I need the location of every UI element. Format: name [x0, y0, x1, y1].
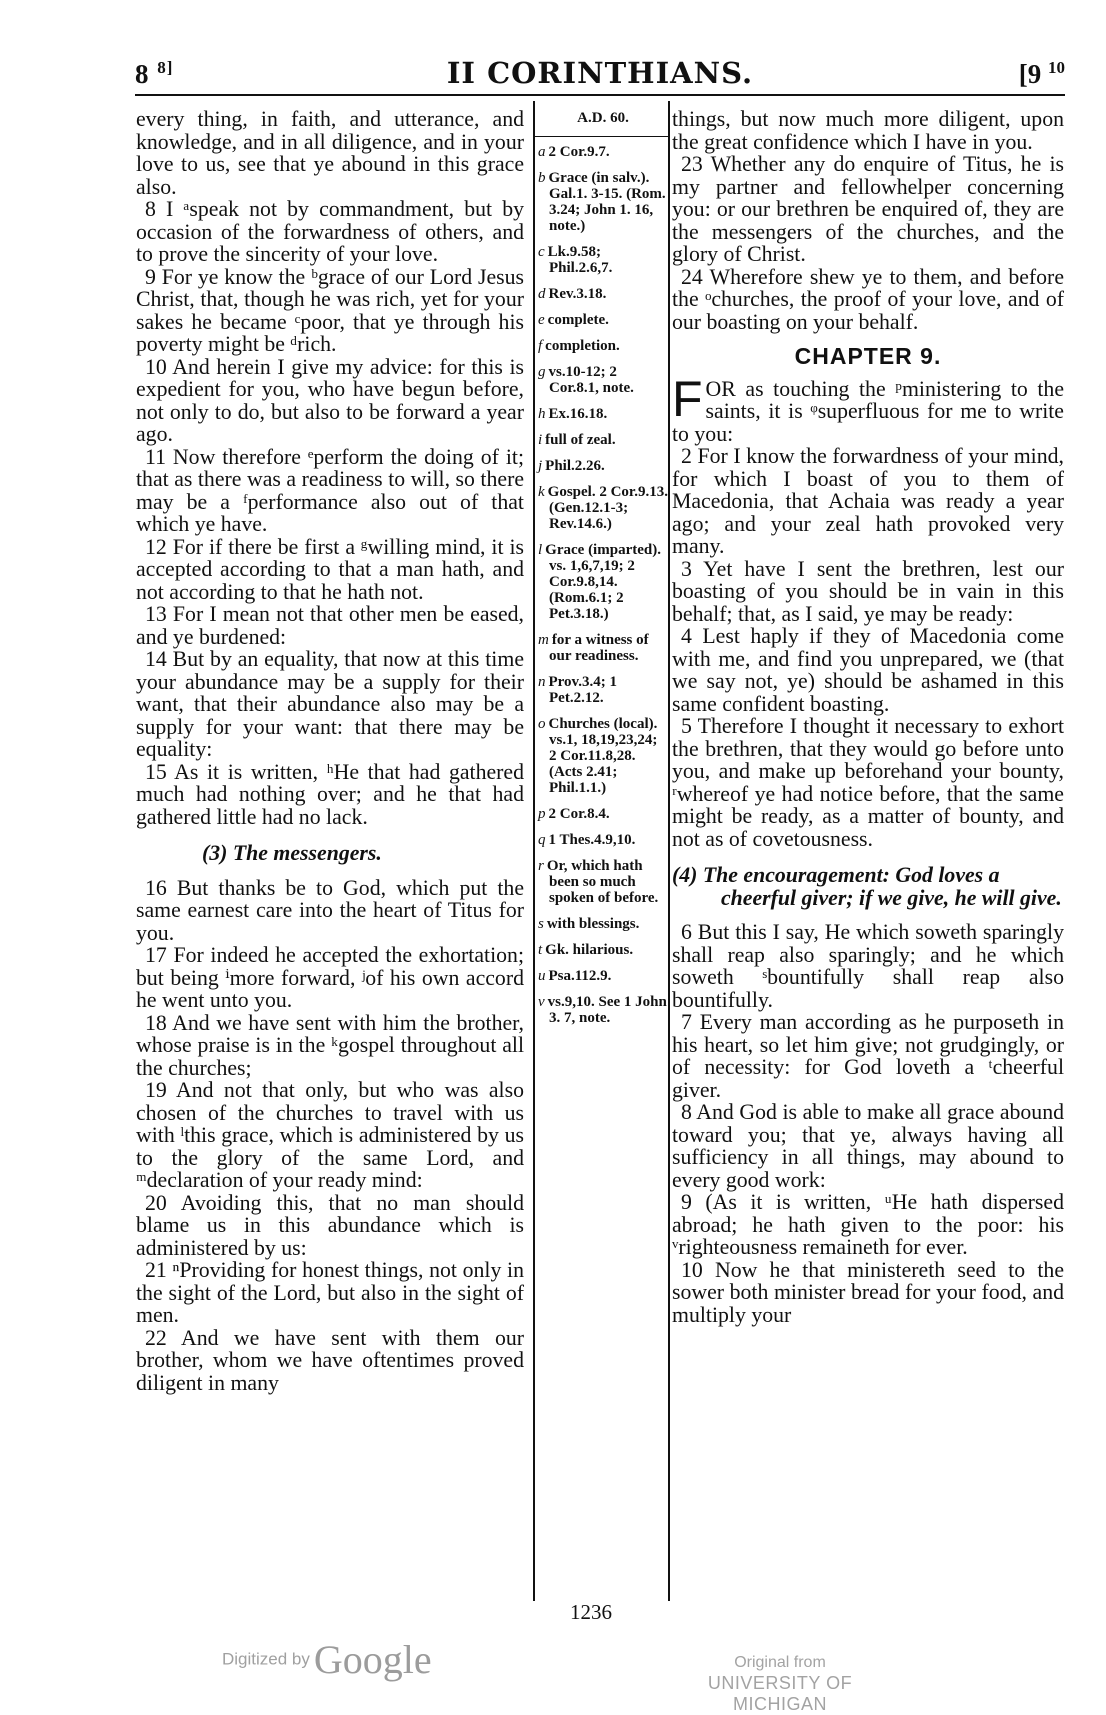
column-divider-right [668, 101, 670, 1601]
margin-reference [538, 832, 668, 848]
margin-reference [538, 364, 668, 396]
verse-8: 8 And God is able to make all grace abound toward you; that ye, always having all sufficiency in all things, may abound to every good work: [672, 1100, 1064, 1192]
verse-17: 17 For indeed he accepted the exhortation; but being ⁱmore forward, ʲof his own accord he went unto you. [136, 943, 524, 1012]
reference-letter: f [538, 338, 543, 354]
verse-9: 9 (As it is written, ᵘHe hath dispersed abroad; he hath given to the poor: his ᵛrighteousness remaineth for ever. [672, 1190, 1064, 1259]
reference-letter: i [538, 432, 543, 448]
verse-22: 22 And we have sent with them our brother, whom we have oftentimes proved diligent in many [136, 1325, 524, 1395]
reference-letter: n [538, 674, 546, 690]
reference-text: Gospel. 2 Cor.9.13. (Gen.12.1-3; Rev.14.6.) [547, 484, 668, 532]
reference-letter: b [538, 170, 546, 186]
verse-10: 10 And herein I give my advice: for this is expedient for you, who have begun before, not only to do, but also to be forward a year ago. [136, 354, 524, 446]
margin-reference [538, 286, 668, 302]
verse-text: every thing, in faith, and utterance, and knowledge, and in all diligence, and in your love to us, see that ye abound in this grace also. [136, 107, 524, 199]
reference-text: Phil.2.26. [545, 458, 605, 474]
verse-23: 23 Whether any do enquire of Titus, he is my partner and fellowhelper concerning you: or our brethren be enquired of, they are the messengers of the churches, and the glory of Christ. [672, 152, 1064, 266]
verse-text: things, but now much more diligent, upon the great confidence which I have in you. [672, 107, 1064, 154]
reference-text: full of zeal. [545, 432, 616, 448]
reference-text: Grace (in salv.). Gal.1. 3-15. (Rom. 3.24; John 1. 16, note.) [548, 170, 666, 234]
margin-reference [538, 406, 668, 422]
reference-letter: m [538, 632, 549, 648]
verse-20: 20 Avoiding this, that no man should blame us in this abundance which is administered by us: [136, 1190, 524, 1260]
reference-letter: e [538, 312, 545, 328]
reference-letter: p [538, 806, 546, 822]
original-from-label: Original from [734, 1654, 826, 1671]
verse-4: 4 Lest haply if they of Macedonia come with me, and find you unprepared, we (that we say not, ye) should be ashamed in this same confident boasting. [672, 624, 1064, 716]
margin-reference [538, 144, 668, 160]
reference-letter: k [538, 484, 545, 500]
verse-12: 12 For if there be first a ᵍwilling mind, it is accepted according to that a man hath, and not according to that he hath not. [136, 534, 524, 604]
reference-text: Prov.3.4; 1 Pet.2.12. [548, 674, 617, 706]
right-text-column [672, 108, 1064, 1326]
reference-text: Ex.16.18. [548, 406, 608, 422]
margin-reference [538, 542, 668, 622]
verse-6: 6 But this I say, He which soweth sparingly shall reap also sparingly; and he which soweth ˢbountifully shall reap also bountifully. [672, 920, 1064, 1012]
verse-15: 15 As it is written, ʰHe that had gathered much had nothing over; and he that had gathered little had no lack. [136, 759, 524, 829]
reference-letter: g [538, 364, 546, 380]
margin-reference [538, 432, 668, 448]
margin-reference [538, 942, 668, 958]
header-rule [135, 94, 1065, 96]
digitized-by-label: Digitized by [222, 1649, 310, 1669]
verse-3: 3 Yet have I sent the brethren, lest our boasting of you should be in vain in this behalf; that, as I said, ye may be ready: [672, 556, 1064, 626]
margin-reference [538, 312, 668, 328]
reference-text: vs.9,10. See 1 John 3. 7, note. [547, 994, 667, 1026]
reference-letter: u [538, 968, 546, 984]
verse-24: 24 Wherefore shew ye to them, and before the ᵒchurches, the proof of your love, and of our boasting on your behalf. [672, 264, 1064, 334]
verse-10: 10 Now he that ministereth seed to the sower both minister bread for your food, and multiply your [672, 1257, 1064, 1327]
margin-reference [538, 632, 668, 664]
date-label: A.D. 60. [577, 110, 629, 126]
marginal-references [538, 110, 668, 1036]
margin-reference [538, 244, 668, 276]
reference-text: Churches (local). vs.1, 18,19,23,24; 2 Cor.11.8,28. (Acts 2.41; Phil.1.1.) [548, 716, 658, 796]
running-header [135, 52, 1065, 92]
verse-13: 13 For I mean not that other men be eased, and ye burdened: [136, 602, 524, 649]
verse-14: 14 But by an equality, that now at this time your abundance may be a supply for their want, that their abundance also may be a supply for your want: that there may be equality: [136, 647, 524, 761]
reference-letter: r [538, 858, 544, 874]
margin-reference [538, 994, 668, 1026]
reference-text: vs.10-12; 2 Cor.8.1, note. [548, 364, 634, 396]
margin-reference [538, 806, 668, 822]
reference-text: 2 Cor.9.7. [548, 144, 610, 160]
verse-1: FOR as touching the ᵖministering to the saints, it is ᵠsuperfluous for me to write to you: [672, 370, 1064, 446]
reference-letter: a [538, 144, 546, 160]
margin-reference [538, 858, 668, 906]
verse-8: 8 I ᵃspeak not by commandment, but by occasion of the forwardness of others, and to prove the sincerity of your love. [136, 197, 524, 266]
reference-letter: j [538, 458, 543, 474]
header-left-reference: 8 $^{8]}$ [135, 58, 174, 89]
margin-reference [538, 916, 668, 932]
margin-reference [538, 458, 668, 474]
verse-5: 5 Therefore I thought it necessary to exhort the brethren, that they would go before unto you, and make up beforehand your bounty, ʳwhereof ye had notice before, that the same might be ready, as a matter of bounty, and not as of covetousness. [672, 714, 1064, 851]
header-right-reference: [9 $^{10}$ [1018, 58, 1065, 89]
reference-text: Gk. hilarious. [545, 942, 634, 958]
reference-text: for a witness of our readiness. [549, 632, 649, 664]
verse-18: 18 And we have sent with him the brother, whose praise is in the ᵏgospel throughout all the churches; [136, 1010, 524, 1080]
margin-reference [538, 716, 668, 796]
reference-letter: l [538, 542, 543, 558]
reference-text: Lk.9.58; Phil.2.6,7. [547, 244, 613, 276]
margin-reference [538, 338, 668, 354]
verse-9: 9 For ye know the ᵇgrace of our Lord Jesus Christ, that, though he was rich, yet for your sakes he became ᶜpoor, that ye through his poverty might be ᵈrich. [136, 264, 524, 356]
chapter-heading: CHAPTER 9. [794, 343, 942, 369]
section-heading-messengers: (3) The messengers. [202, 841, 382, 865]
reference-letter: q [538, 832, 546, 848]
verse-2: 2 For I know the forwardness of your mind, for which I boast of you to them of Macedonia, that Achaia was ready a year ago; and your zeal hath provoked very many. [672, 444, 1064, 558]
drop-cap: F [672, 370, 703, 427]
reference-text: 1 Thes.4.9,10. [548, 832, 636, 848]
book-title: II CORINTHIANS. [446, 56, 754, 90]
reference-text: complete. [547, 312, 609, 328]
reference-letter: c [538, 244, 545, 260]
verse-11: 11 Now therefore ᵉperform the doing of it; that as there was a readiness to will, so there may be a ᶠperformance also out of that which ye have. [136, 444, 524, 536]
margin-reference [538, 674, 668, 706]
reference-letter: d [538, 286, 546, 302]
reference-letter: v [538, 994, 545, 1010]
verse-21: 21 ⁿProviding for honest things, not only in the sight of the Lord, but also in the sight of men. [136, 1258, 524, 1327]
reference-text: 2 Cor.8.4. [548, 806, 610, 822]
section-heading-encouragement: (4) The encouragement: God loves a cheerful giver; if we give, he will give. [672, 863, 1062, 910]
reference-letter: h [538, 406, 546, 422]
reference-letter: s [538, 916, 544, 932]
reference-letter: t [538, 942, 543, 958]
reference-text: Grace (imparted). vs. 1,6,7,19; 2 Cor.9.8,14. (Rom.6.1; 2 Pet.3.18.) [545, 542, 661, 622]
verse-7: 7 Every man according as he purposeth in his heart, so let him give; not grudgingly, or of necessity: for God loveth a ᵗcheerful giver. [672, 1010, 1064, 1102]
page-number: 1236 [570, 1600, 612, 1624]
reference-text: completion. [545, 338, 620, 354]
left-text-column [136, 108, 524, 1394]
google-logo: Google [313, 1637, 432, 1682]
column-divider-left [533, 101, 535, 1601]
margin-reference [538, 170, 668, 234]
margin-reference [538, 484, 668, 532]
verse-19: 19 And not that only, but who was also chosen of the churches to travel with us with ˡthis grace, which is administered by us to the glory of the same Lord, and ᵐdeclaration of your ready mind: [136, 1078, 524, 1192]
reference-text: Or, which hath been so much spoken of before. [546, 858, 659, 906]
reference-text: with blessings. [546, 916, 640, 932]
reference-text: Rev.3.18. [548, 286, 607, 302]
digitized-by-google-watermark [222, 1636, 432, 1683]
margin-reference [538, 968, 668, 984]
verse-16: 16 But thanks be to God, which put the same earnest care into the heart of Titus for you. [136, 875, 524, 945]
university-label: UNIVERSITY OF MICHIGAN [707, 1673, 853, 1714]
reference-text: Psa.112.9. [548, 968, 612, 984]
reference-letter: o [538, 716, 546, 732]
original-from-watermark [660, 1652, 900, 1715]
